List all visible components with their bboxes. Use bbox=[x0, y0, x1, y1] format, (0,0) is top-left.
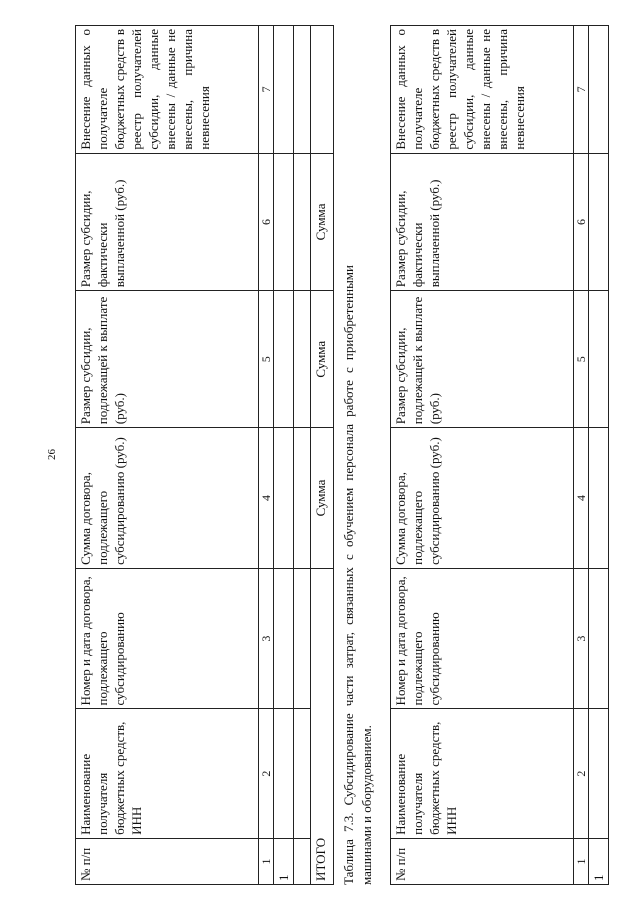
total-label: ИТОГО bbox=[311, 568, 334, 884]
table-cell bbox=[589, 428, 609, 569]
page-number: 26 bbox=[46, 449, 58, 460]
row-number: 1 bbox=[589, 838, 609, 884]
column-number: 6 bbox=[259, 153, 274, 291]
table-cell bbox=[274, 568, 294, 709]
column-number: 6 bbox=[574, 153, 589, 291]
header-cell: Сумма договора, подлежащего субсидированию (руб.) bbox=[391, 428, 574, 569]
header-cell: Размер субсидии, фактически выплаченной (руб.) bbox=[391, 153, 574, 291]
header-cell: Сумма договора, подлежащего субсидированию (руб.) bbox=[76, 428, 259, 569]
subsidy-table-1 bbox=[75, 25, 334, 885]
table-cell bbox=[294, 291, 311, 428]
table-cell bbox=[589, 568, 609, 709]
table-cell bbox=[274, 709, 294, 838]
header-cell: Наименование получателя бюджетных средств, ИНН bbox=[391, 709, 574, 838]
table-row bbox=[274, 26, 294, 885]
table-cell bbox=[274, 428, 294, 569]
table-cell bbox=[294, 26, 311, 154]
table-cell bbox=[294, 838, 311, 884]
column-number: 3 bbox=[259, 568, 274, 709]
column-number: 4 bbox=[574, 428, 589, 569]
row-number: 1 bbox=[274, 838, 294, 884]
subsidy-table-2 bbox=[390, 25, 609, 885]
column-number: 7 bbox=[259, 26, 274, 154]
table-caption: Таблица 7.3. Субсидирование части затрат, связанных с обучением персонала работе с приобретенными машинами и оборудованием. bbox=[341, 265, 374, 885]
column-number: 5 bbox=[259, 291, 274, 428]
column-number: 4 bbox=[259, 428, 274, 569]
header-cell: Внесение данных о получателе бюджетных средств в реестр получателей субсидии, данные внесены / данные не внесены, причина невнесения bbox=[391, 26, 574, 154]
table-header-row bbox=[391, 26, 574, 885]
header-cell: Номер и дата договора, подлежащего субсидированию bbox=[76, 568, 259, 709]
column-number: 3 bbox=[574, 568, 589, 709]
table-cell bbox=[589, 153, 609, 291]
column-number: 1 bbox=[574, 838, 589, 884]
header-cell: № п/п bbox=[76, 838, 259, 884]
column-numbers-row bbox=[574, 26, 589, 885]
column-number: 5 bbox=[574, 291, 589, 428]
column-number: 2 bbox=[574, 709, 589, 838]
table-cell bbox=[589, 291, 609, 428]
table-header-row bbox=[76, 26, 259, 885]
header-cell: № п/п bbox=[391, 838, 574, 884]
column-number: 2 bbox=[259, 709, 274, 838]
column-number: 7 bbox=[574, 26, 589, 154]
table-cell bbox=[274, 153, 294, 291]
column-number: 1 bbox=[259, 838, 274, 884]
total-sum-due: Сумма bbox=[311, 291, 334, 428]
total-row bbox=[311, 26, 334, 885]
table-cell bbox=[294, 428, 311, 569]
header-cell: Внесение данных о получателе бюджетных средств в реестр получателей субсидии, данные внесены / данные не внесены, причина невнесения bbox=[76, 26, 259, 154]
total-sum-paid: Сумма bbox=[311, 153, 334, 291]
header-cell: Наименование получателя бюджетных средств, ИНН bbox=[76, 709, 259, 838]
column-numbers-row bbox=[259, 26, 274, 885]
table-cell bbox=[589, 26, 609, 154]
table-cell bbox=[274, 26, 294, 154]
total-sum-contract: Сумма bbox=[311, 428, 334, 569]
table-row bbox=[589, 26, 609, 885]
header-cell: Размер субсидии, подлежащей к выплате (руб.) bbox=[391, 291, 574, 428]
table-cell bbox=[294, 153, 311, 291]
header-cell: Номер и дата договора, подлежащего субсидированию bbox=[391, 568, 574, 709]
rotated-content bbox=[0, 25, 640, 885]
table-row bbox=[294, 26, 311, 885]
table-cell bbox=[311, 26, 334, 154]
header-cell: Размер субсидии, подлежащей к выплате (руб.) bbox=[76, 291, 259, 428]
header-cell: Размер субсидии, фактически выплаченной (руб.) bbox=[76, 153, 259, 291]
table-cell bbox=[274, 291, 294, 428]
table-cell bbox=[294, 568, 311, 709]
table-cell bbox=[294, 709, 311, 838]
table-cell bbox=[589, 709, 609, 838]
